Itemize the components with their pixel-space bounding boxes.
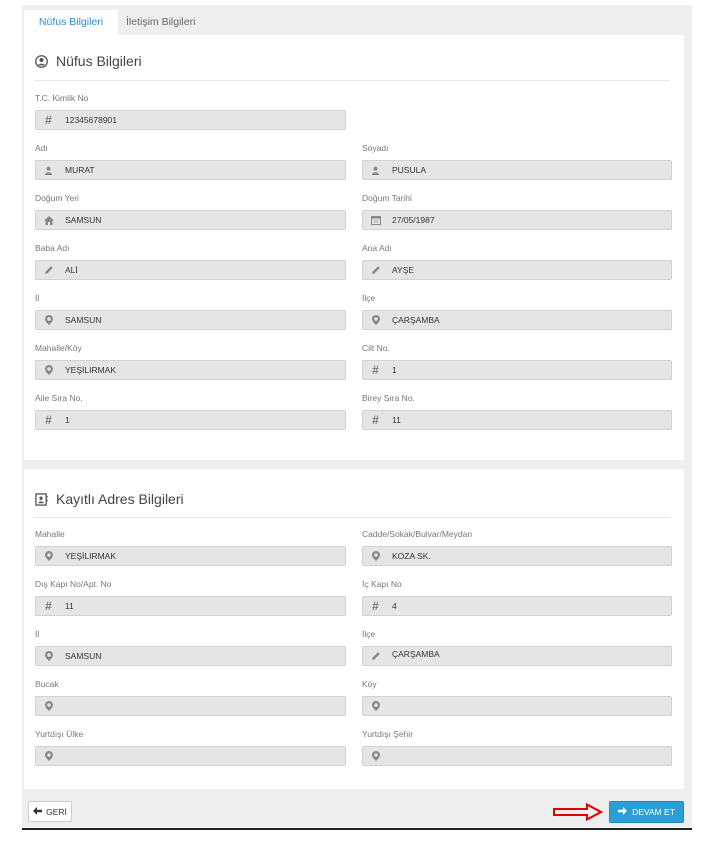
calendar-icon (363, 211, 388, 229)
cadde-field[interactable] (362, 546, 672, 566)
hash-icon: # (45, 599, 52, 613)
cilt-value: 1 (392, 365, 397, 375)
user-icon (36, 161, 61, 179)
ana-field[interactable] (362, 260, 672, 280)
red-arrow-annotation-icon (553, 803, 603, 821)
ilce-value: ÇARŞAMBA (392, 315, 440, 325)
soyadi-value: PUSULA (392, 165, 427, 175)
mahalle-koy-label: Mahalle/Köy (35, 343, 82, 353)
map-marker-icon (36, 747, 61, 765)
koy-label: Köy (362, 679, 377, 689)
form-container (22, 5, 692, 827)
adi-field[interactable] (35, 160, 346, 180)
yurtdisi-ulke-label: Yurtdışı Ülke (35, 729, 84, 739)
hash-icon: # (372, 413, 379, 427)
ilce-label: İlçe (362, 293, 376, 303)
map-marker-icon (36, 361, 61, 379)
baba-value: ALİ (65, 265, 78, 275)
cilt-label: Cilt No. (362, 343, 390, 353)
aile-sira-value: 1 (65, 415, 70, 425)
map-marker-icon (36, 547, 61, 565)
continue-button[interactable] (609, 801, 684, 823)
dis-kapi-field[interactable] (35, 596, 346, 616)
birey-sira-label: Birey Sıra No. (362, 393, 415, 403)
pencil-icon (36, 261, 61, 279)
adres-ilce-value: ÇARŞAMBA (392, 649, 440, 659)
map-marker-icon (36, 697, 61, 715)
nufus-section-title (35, 53, 142, 69)
il-value: SAMSUN (65, 315, 102, 325)
hash-icon: # (45, 113, 52, 127)
tc-value: 12345678901 (65, 115, 118, 125)
tab-bar (22, 5, 692, 35)
adres-ilce-field[interactable] (362, 646, 672, 666)
pencil-icon (363, 647, 388, 665)
home-icon (36, 211, 61, 229)
map-marker-icon (363, 747, 388, 765)
adres-ilce-label: İlçe (362, 629, 376, 639)
tc-field[interactable] (35, 110, 346, 130)
hash-icon: # (372, 599, 379, 613)
dogum-tarihi-field[interactable] (362, 210, 672, 230)
adres-panel (24, 469, 684, 789)
dogum-yeri-value: SAMSUN (65, 215, 102, 225)
yurtdisi-ulke-field[interactable] (35, 746, 346, 766)
adres-title-text: Kayıtlı Adres Bilgileri (56, 491, 184, 507)
tab-nufus-bilgileri[interactable]: Nüfus Bilgileri (24, 10, 118, 35)
cilt-field[interactable] (362, 360, 672, 380)
adi-label: Adı (35, 143, 48, 153)
yurtdisi-sehir-label: Yurtdışı Şehir (362, 729, 414, 739)
bucak-label: Bucak (35, 679, 59, 689)
arrow-right-icon (618, 807, 627, 817)
il-label: İl (35, 293, 40, 303)
adres-il-label: İl (35, 629, 40, 639)
koy-field[interactable] (362, 696, 672, 716)
mahalle-koy-value: YEŞİLIRMAK (65, 365, 117, 375)
tab-iletisim-bilgileri[interactable]: İletişim Bilgileri (126, 16, 196, 28)
soyadi-label: Soyadı (362, 143, 389, 153)
dis-kapi-label: Dış Kapı No/Apt. No (35, 579, 112, 589)
pencil-icon (363, 261, 388, 279)
tc-label: T.C. Kimlik No (35, 93, 89, 103)
address-card-icon (35, 493, 48, 506)
dogum-tarihi-value: 27/05/1987 (392, 215, 435, 225)
adres-mahalle-label: Mahalle (35, 529, 65, 539)
ana-value: AYŞE (392, 265, 415, 275)
dogum-yeri-field[interactable] (35, 210, 346, 230)
dogum-tarihi-label: Doğum Tarihi (362, 193, 412, 203)
adres-mahalle-field[interactable] (35, 546, 346, 566)
nufus-title-text: Nüfus Bilgileri (56, 53, 142, 69)
cadde-label: Cadde/Sokak/Bulvar/Meydan (362, 529, 473, 539)
map-marker-icon (36, 311, 61, 329)
map-marker-icon (363, 697, 388, 715)
ic-kapi-field[interactable] (362, 596, 672, 616)
continue-button-label: DEVAM ET (632, 807, 675, 817)
ana-label: Ana Adı (362, 243, 392, 253)
nufus-panel (24, 35, 684, 460)
ic-kapi-label: İç Kapı No (362, 579, 402, 589)
hash-icon: # (45, 413, 52, 427)
bottom-border (22, 828, 692, 830)
birey-sira-field[interactable] (362, 410, 672, 430)
bucak-field[interactable] (35, 696, 346, 716)
dis-kapi-value: 11 (65, 601, 74, 611)
user-icon (363, 161, 388, 179)
map-marker-icon (363, 547, 388, 565)
aile-sira-field[interactable] (35, 410, 346, 430)
adres-il-field[interactable] (35, 646, 346, 666)
adres-il-value: SAMSUN (65, 651, 102, 661)
hash-icon: # (372, 363, 379, 377)
divider (34, 517, 670, 518)
ic-kapi-value: 4 (392, 601, 397, 611)
cadde-value: KOZA SK. (392, 551, 431, 561)
adi-value: MURAT (65, 165, 95, 175)
baba-field[interactable] (35, 260, 346, 280)
birey-sira-value: 11 (392, 415, 401, 425)
map-marker-icon (36, 647, 61, 665)
aile-sira-label: Aile Sıra No. (35, 393, 83, 403)
arrow-left-icon (33, 807, 42, 817)
soyadi-field[interactable] (362, 160, 672, 180)
baba-label: Baba Adı (35, 243, 70, 253)
dogum-yeri-label: Doğum Yeri (35, 193, 79, 203)
adres-section-title (35, 491, 184, 507)
map-marker-icon (363, 311, 388, 329)
ilce-field[interactable] (362, 310, 672, 330)
mahalle-koy-field[interactable] (35, 360, 346, 380)
back-button[interactable] (28, 801, 72, 822)
divider (34, 80, 670, 81)
adres-mahalle-value: YEŞİLIRMAK (65, 551, 117, 561)
yurtdisi-sehir-field[interactable] (362, 746, 672, 766)
back-button-label: GERİ (46, 806, 67, 817)
il-field[interactable] (35, 310, 346, 330)
user-circle-icon (35, 55, 48, 68)
